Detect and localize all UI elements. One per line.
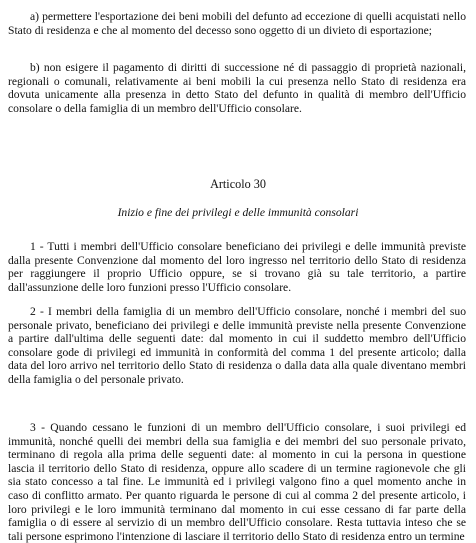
paragraph-a: a) permettere l'esportazione dei beni mobili del defunto ad eccezione di quelli acquistati nello Stato di residenza e che al momento del decesso sono oggetto di un divieto di esportazione; [8,10,466,37]
article-subtitle: Inizio e fine dei privilegi e delle immunità consolari [117,206,359,219]
paragraph-2: 2 - I membri della famiglia di un membro dell'Ufficio consolare, nonché i membri del suo personale privato, beneficiano dei privilegi e delle immunità previste nella presente Convenzione a partire dall'ultima delle seguenti date: dal momento in cui il suddetto membro dell'Ufficio consolare gode di privilegi ed immunità in conformità del comma 1 del presente articolo; dalla data del loro arrivo nel territorio dello Stato di residenza o dalla data alla quale diventano membri della famiglia o del personale privato. [8,305,466,386]
paragraph-3: 3 - Quando cessano le funzioni di un membro dell'Ufficio consolare, i suoi privilegi ed immunità, nonché quelli dei membri della sua famiglia e dei membri del suo personale privato, terminano di regola alla prima delle seguenti date: al momento in cui la persona in questione lascia il territorio dello Stato di residenza, oppure allo scadere di un termine ragionevole che gli sia stato concesso a tal fine. Le immunità ed i privilegi valgono fino a quel momento anche in caso di conflitto armato. Per quanto riguarda le persone di cui al comma 2 del presente articolo, i loro privilegi e le loro immunità terminano dal momento in cui esse cessano di far parte della famiglia o di essere al servizio di un membro dell'Ufficio consolare. Resta tuttavia inteso che se tali persone esprimono l'intenzione di lasciare il territorio dello Stato di residenza entro un termine [8,421,466,543]
article-title: Articolo 30 [210,177,266,191]
paragraph-1: 1 - Tutti i membri dell'Ufficio consolare beneficiano dei privilegi e delle immunità previste dalla presente Convenzione dal momento del loro ingresso nel territorio dello Stato di residenza per raggiungere il proprio Ufficio oppure, se si trovano già su tale territorio, a partire dall'assunzione delle loro funzioni presso l'Ufficio consolare. [8,240,466,294]
paragraph-b: b) non esigere il pagamento di diritti di successione né di passaggio di proprietà nazionali, regionali o comunali, relativamente ai beni mobili la cui presenza nello Stato di residenza era dovuta unicamente alla presenza in detto Stato del defunto in qualità di membro dell'Ufficio consolare o della famiglia di un membro dell'Ufficio consolare. [8,61,466,115]
